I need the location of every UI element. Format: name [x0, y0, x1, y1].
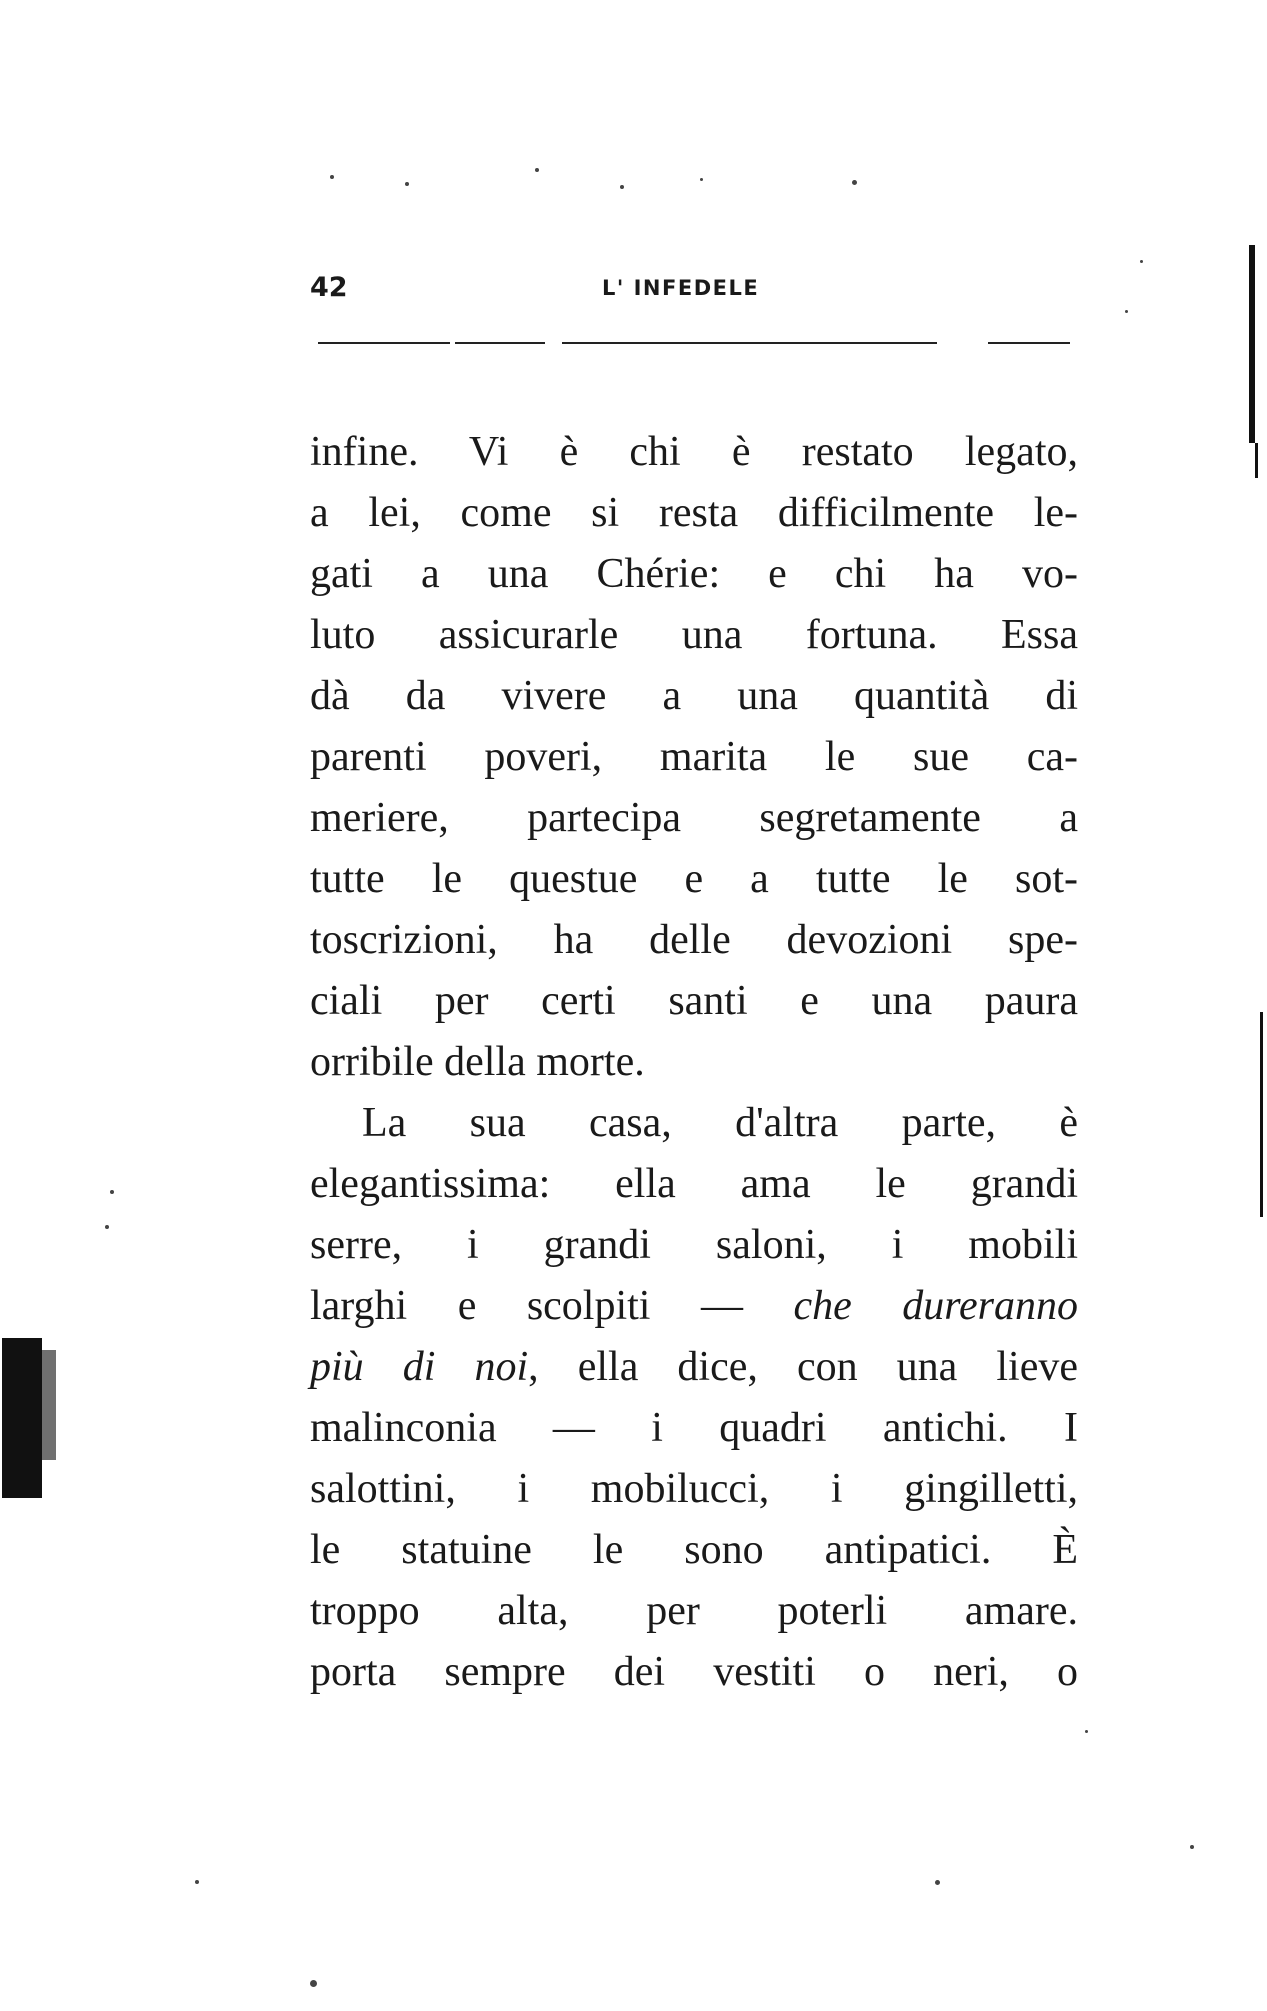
text-line: meriere, partecipa segretamente a	[310, 795, 1078, 841]
text-line: parenti poveri, marita le sue ca-	[310, 734, 1078, 780]
text-line	[310, 1276, 1078, 1337]
scan-speck	[310, 1980, 317, 1987]
text-line: serre, i grandi saloni, i mobili	[310, 1222, 1078, 1268]
text-line	[310, 1337, 1078, 1398]
header-rule	[318, 342, 450, 344]
scan-speck	[1190, 1845, 1194, 1849]
text-line: tutte le questue e a tutte le sot-	[310, 856, 1078, 902]
page-header	[310, 272, 1075, 312]
scan-speck	[105, 1225, 109, 1229]
scan-edge-mark	[1249, 245, 1255, 443]
paragraph-end-line: orribile della morte.	[310, 1039, 645, 1085]
paragraph-start-line: La sua casa, d'altra parte, è	[362, 1100, 1078, 1146]
scan-speck	[330, 175, 334, 179]
text-line: le statuine le sono antipatici. È	[310, 1527, 1078, 1573]
header-rule	[455, 342, 545, 344]
scan-shadow	[2, 1338, 42, 1498]
scan-speck	[535, 168, 539, 172]
scan-speck	[405, 182, 409, 186]
scan-edge-mark	[1260, 1012, 1263, 1217]
text-segment: , ella dice, con una lieve	[528, 1344, 1078, 1390]
scan-speck	[1140, 260, 1143, 263]
text-line: toscrizioni, ha delle devozioni spe-	[310, 917, 1078, 963]
italic-quote: più di noi	[310, 1344, 529, 1390]
scan-speck	[852, 180, 857, 185]
text-line: infine. Vi è chi è restato legato,	[310, 429, 1078, 475]
text-line: porta sempre dei vestiti o neri, o	[310, 1649, 1078, 1695]
text-line: a lei, come si resta difficilmente le-	[310, 490, 1078, 536]
italic-quote: che dureranno	[793, 1283, 1078, 1329]
text-segment: larghi e scolpiti —	[310, 1283, 794, 1329]
scan-speck	[195, 1880, 199, 1884]
header-rule	[562, 342, 937, 344]
text-line: gati a una Chérie: e chi ha vo-	[310, 551, 1078, 597]
text-line: luto assicurarle una fortuna. Essa	[310, 612, 1078, 658]
scan-speck	[620, 185, 624, 189]
text-line: salottini, i mobilucci, i gingilletti,	[310, 1466, 1078, 1512]
scan-speck	[700, 178, 703, 181]
text-line: malinconia — i quadri antichi. I	[310, 1405, 1078, 1451]
scan-shadow	[42, 1350, 56, 1460]
text-line: ciali per certi santi e una paura	[310, 978, 1078, 1024]
scan-speck	[110, 1190, 114, 1194]
page-number: 42	[310, 272, 348, 303]
header-rule	[988, 342, 1070, 344]
text-line: elegantissima: ella ama le grandi	[310, 1161, 1078, 1207]
text-line: troppo alta, per poterli amare.	[310, 1588, 1078, 1634]
running-title: L' INFEDELE	[602, 276, 760, 300]
scan-speck	[1085, 1730, 1088, 1733]
scan-edge-mark	[1255, 443, 1258, 478]
text-line: dà da vivere a una quantità di	[310, 673, 1078, 719]
scan-speck	[935, 1880, 940, 1885]
scan-speck	[1125, 310, 1128, 313]
body-text	[310, 422, 1078, 1703]
